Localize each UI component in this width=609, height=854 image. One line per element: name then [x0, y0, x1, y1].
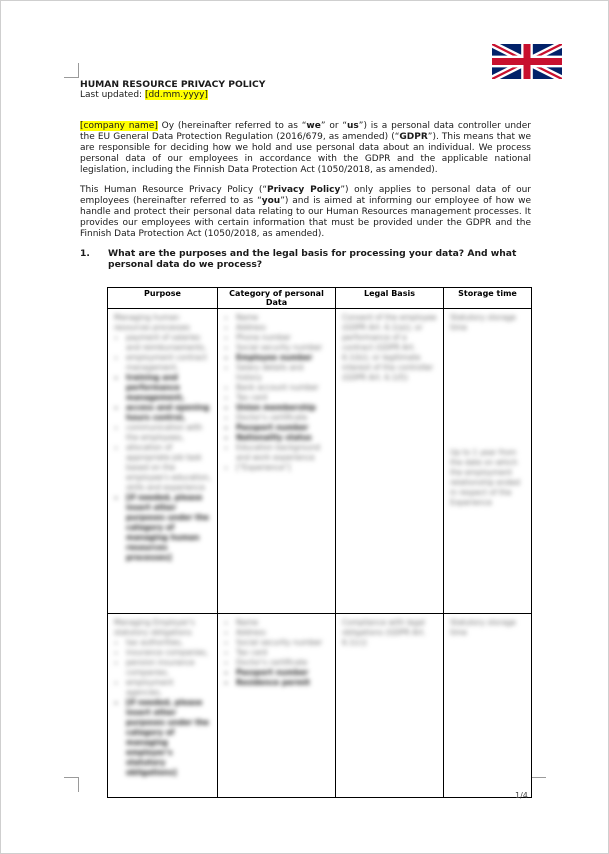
list-item: • pension insurance companies, [126, 658, 211, 678]
list-item: • access and opening hours control, [126, 403, 211, 423]
term-gdpr: GDPR [399, 132, 428, 142]
col-header-category: Category of personal Data [218, 288, 336, 309]
list-item: • Residence permit [236, 678, 329, 688]
list-item: • training and performance management, [126, 373, 211, 403]
list-item: • payment of salaries and reimbursements, [126, 333, 211, 353]
scope-text-b: ”) only applies to personal data of our employees (hereinafter referred to as “ [80, 185, 532, 206]
intro-text-a: Oy (hereinafter referred to as “ [157, 121, 307, 131]
intro-paragraph [80, 121, 531, 176]
list-item: • Name [236, 618, 329, 628]
cell-legal-basis [336, 614, 444, 798]
cell-storage [444, 309, 532, 614]
table-row [108, 614, 532, 798]
list-item: • [if needed, please insert other purposes under the category of managing human resources processes] [126, 493, 211, 563]
intro-text-c: ”) is a personal data controller under the EU General Data Protection Regulation (2016/679, as amended) (“ [80, 121, 531, 142]
storage-text-2: Up to 1 year from the date on which the employment relationship ended in respect of the Experience [450, 448, 520, 507]
list-item: • employment agencies, [126, 678, 211, 698]
last-updated [80, 90, 531, 101]
list-item: • Bank account number [236, 383, 329, 393]
list-item: • Tax card [236, 648, 329, 658]
cell-legal-basis [336, 309, 444, 614]
list-item: • Doctor's certificate [236, 413, 329, 423]
term-us: us [347, 121, 359, 131]
company-name-placeholder: [company name] [80, 121, 158, 131]
section-heading-1 [80, 248, 531, 270]
crop-mark-bottom-left [64, 777, 79, 792]
list-item: • Phone number [236, 333, 329, 343]
page-number: 1/4 [515, 791, 528, 800]
list-item: • Passport number [236, 668, 329, 678]
cell-purpose [108, 614, 218, 798]
list-item: • Passport number [236, 423, 329, 433]
document-title: HUMAN RESOURCE PRIVACY POLICY [80, 79, 266, 90]
legal-basis-text: Compliance with legal obligations (GDPR Art. 6.1(c)) [342, 618, 426, 647]
table-header-row [108, 288, 532, 309]
term-privacy-policy: Privacy Policy [267, 185, 341, 195]
list-item: • Address [236, 628, 329, 638]
intro-text-b: ” or “ [320, 121, 348, 131]
col-header-purpose: Purpose [108, 288, 218, 309]
storage-text: Statutory storage time [450, 313, 516, 332]
list-item: • Employee number [236, 353, 329, 363]
cell-category [218, 309, 336, 614]
crop-mark-top-left [64, 63, 79, 78]
document-body [80, 79, 531, 270]
list-item: • Union membership [236, 403, 329, 413]
list-item: • Tax card [236, 393, 329, 403]
processing-table [107, 287, 532, 798]
list-item: • communication with the employees, [126, 423, 211, 443]
list-item: • Address [236, 323, 329, 333]
col-header-storage-time: Storage time [444, 288, 532, 309]
list-item: • Doctor's certificate [236, 658, 329, 668]
legal-basis-text: Consent of the employee (GDPR Art. 6.1(a)); or performance of a contract (GDPR Art. 6.1(b)); or legitimate interest of the controller (GDPR Art. 6.1(f)) [342, 313, 437, 382]
list-item: • insurance companies, [126, 648, 211, 658]
cell-storage [444, 614, 532, 798]
list-item: • Name [236, 313, 329, 323]
list-item: • Social security number [236, 343, 329, 353]
cell-purpose [108, 309, 218, 614]
section-title: What are the purposes and the legal basis for processing your data? And what personal data do we process? [108, 248, 517, 270]
list-item: • [if needed, please insert other purposes under the category of managing employer's statutory obligations] [126, 698, 211, 778]
col-header-legal-basis: Legal Basis [336, 288, 444, 309]
list-item: • Salary details and history [236, 363, 329, 383]
storage-text: Statutory storage time [450, 618, 516, 637]
list-item: • Social security number [236, 638, 329, 648]
last-updated-date-placeholder: [dd.mm.yyyy] [144, 90, 208, 100]
uk-flag-icon [492, 44, 562, 79]
term-we: we [306, 121, 321, 131]
list-item: • tax authorities, [126, 638, 211, 648]
scope-text-c: ”) and is aimed at informing our employee of how we handle and protect their personal data relating to our Human Resources management processes. It provides our employees with certain information that must be provided under the GDPR and the Finnish Data Protection Act (1050/2018, as amended). [80, 196, 531, 239]
list-item: • Nationality status [236, 433, 329, 443]
list-item: • Education background and work experience [236, 443, 329, 463]
intro-text-d: ”). This means that we are responsible for deciding how we hold and use personal data about an individual. We process personal data of our employees in accordance with the GDPR and the applicable national legislation, including the Finnish Data Protection Act (1050/2018, as amended). [80, 132, 532, 175]
crop-mark-bottom-right [531, 777, 546, 792]
purpose-lead: Managing human resources processes [114, 313, 191, 332]
table-row [108, 309, 532, 614]
list-item: • allocation of appropriate job task based on the employee's education, skills and experience [126, 443, 211, 493]
list-item: • employment contract management, [126, 353, 211, 373]
scope-text-a: This Human Resource Privacy Policy (“ [80, 185, 267, 195]
cell-category [218, 614, 336, 798]
term-you: you [261, 196, 281, 206]
section-number: 1. [80, 248, 90, 259]
last-updated-label: Last updated: [80, 90, 145, 100]
purpose-lead: Managing Employer's statutory obligations [114, 618, 195, 637]
list-item: • ["Experience"] [236, 463, 329, 473]
scope-paragraph [80, 185, 531, 240]
